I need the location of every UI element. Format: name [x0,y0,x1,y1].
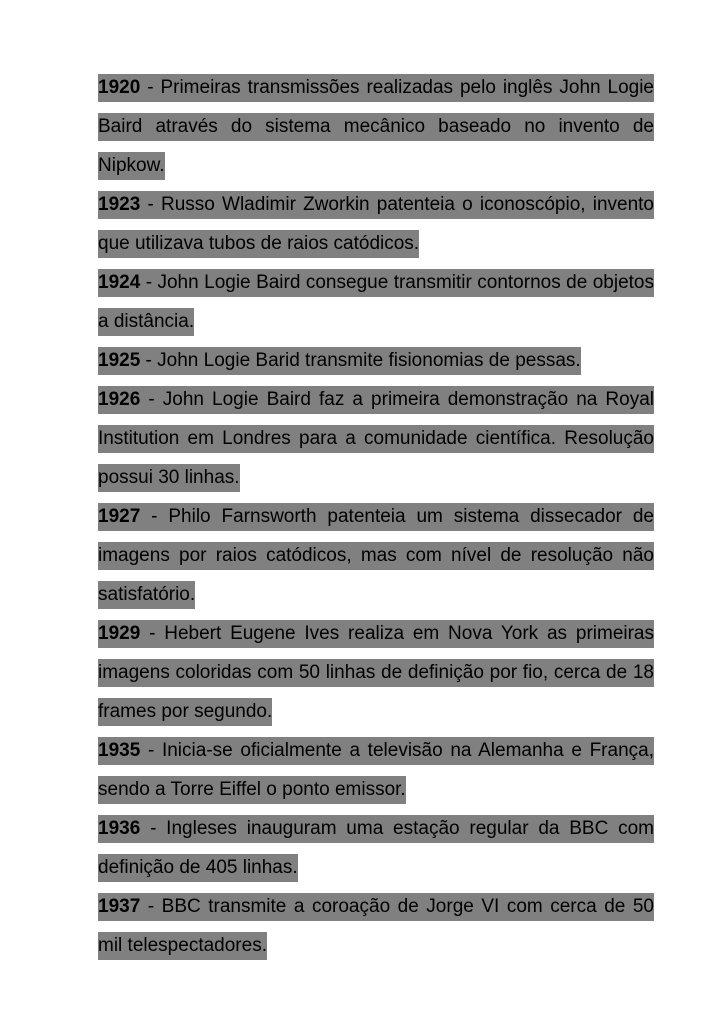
entry-text: - John Logie Barid transmite fisionomias de pessas. [140,350,581,371]
timeline-entry-1925 [98,341,654,380]
entry-text: - Inicia-se oficialmente a televisão na Alemanha e França, sendo a Torre Eiffel o ponto emissor. [98,740,654,800]
entry-year: 1924 [98,272,141,293]
entry-year: 1923 [98,194,141,215]
entry-year: 1926 [98,389,141,410]
timeline-entry-1923 [98,185,654,263]
entry-year: 1936 [98,818,141,839]
timeline-entry-1937 [98,887,654,965]
entry-year: 1929 [98,623,141,644]
timeline-entry-1924 [98,263,654,341]
entry-text: - John Logie Baird consegue transmitir contornos de objetos a distância. [98,272,654,332]
timeline-entry-1935 [98,731,654,809]
entry-year: 1935 [98,740,141,761]
timeline-entry-1920 [98,68,654,185]
entry-text: - Primeiras transmissões realizadas pelo inglês John Logie Baird através do sistema mecânico baseado no invento de Nipkow. [98,77,654,176]
entry-text: - John Logie Baird faz a primeira demonstração na Royal Institution em Londres para a comunidade científica. Resolução possui 30 linhas. [98,389,654,488]
timeline-entry-1929 [98,614,654,731]
entry-year: 1920 [98,77,141,98]
timeline-entry-1927 [98,497,654,614]
entry-year: 1925 [98,350,141,371]
document-page [98,68,654,965]
timeline-entry-1926 [98,380,654,497]
entry-text: - BBC transmite a coroação de Jorge VI com cerca de 50 mil telespectadores. [98,896,654,956]
entry-text: - Hebert Eugene Ives realiza em Nova York as primeiras imagens coloridas com 50 linhas de definição por fio, cerca de 18 frames por segundo. [98,623,654,722]
entry-text: - Ingleses inauguram uma estação regular da BBC com definição de 405 linhas. [98,818,654,878]
entry-year: 1927 [98,506,141,527]
entry-text: - Philo Farnsworth patenteia um sistema dissecador de imagens por raios catódicos, mas com nível de resolução não satisfatório. [98,506,654,605]
timeline-entry-1936 [98,809,654,887]
entry-year: 1937 [98,896,141,917]
entry-text: - Russo Wladimir Zworkin patenteia o iconoscópio, invento que utilizava tubos de raios catódicos. [98,194,654,254]
